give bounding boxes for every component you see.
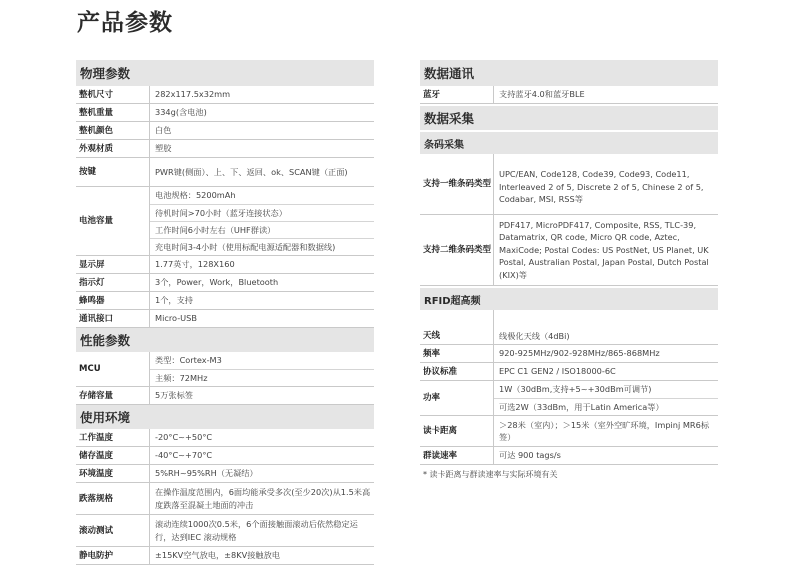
spec-key: 整机重量 — [76, 104, 150, 121]
spec-row — [76, 158, 374, 187]
spec-row — [420, 154, 718, 215]
spec-row — [76, 465, 374, 483]
spec-row — [420, 86, 718, 104]
spec-key: 静电防护 — [76, 547, 150, 564]
spec-row — [76, 274, 374, 292]
spec-key: 指示灯 — [76, 274, 150, 291]
spec-value: PWR键(侧面）、上、下、返回、ok、SCAN键（正面) — [155, 166, 348, 177]
spec-value: 3个，Power，Work，Bluetooth — [155, 277, 279, 288]
spec-key: 整机尺寸 — [76, 86, 150, 103]
footnote: * 读卡距离与群读速率与实际环境有关 — [423, 470, 558, 479]
spec-value: 类型：Cortex-M3 — [155, 355, 222, 366]
spec-row — [76, 352, 374, 387]
section-heading-communication: 数据通讯 — [420, 60, 718, 86]
spec-key: MCU — [76, 352, 150, 386]
spec-value: 滚动连续1000次0.5米，6个面接触面滚动后依然稳定运行，达到IEC 滚动规格 — [155, 519, 358, 542]
spec-key: 电池容量 — [76, 187, 150, 255]
spec-row — [76, 292, 374, 310]
spec-key: 工作温度 — [76, 429, 150, 446]
spec-key: 通讯接口 — [76, 310, 150, 327]
spec-row — [76, 86, 374, 104]
left-spec-column — [76, 60, 374, 565]
spec-key: 支持二维条码类型 — [420, 215, 494, 285]
spec-key: 外观材质 — [76, 140, 150, 157]
spec-value: 在操作温度范围内，6面均能承受多次(至少20次)从1.5米高度跌落至混凝土地面的冲击 — [155, 487, 371, 510]
spec-key: 显示屏 — [76, 256, 150, 273]
spec-value: 工作时间6小时左右（UHF群读） — [150, 221, 374, 238]
spec-value: 电池规格：5200mAh — [155, 190, 236, 201]
spec-key: 整机颜色 — [76, 122, 150, 139]
spec-value: ±15KV空气放电，±8KV接触放电 — [155, 550, 280, 561]
section-heading-performance: 性能参数 — [76, 328, 374, 352]
spec-value: 1.77英寸，128X160 — [155, 259, 235, 270]
spec-value: -40°C~+70°C — [155, 450, 213, 461]
spec-value: 5%RH~95%RH（无凝结） — [155, 468, 258, 479]
spec-value: 可选2W（33dBm，用于Latin America等） — [494, 398, 718, 415]
spec-value: Micro-USB — [155, 313, 197, 324]
spec-row — [420, 416, 718, 447]
spec-key: 蓝牙 — [420, 86, 494, 103]
spec-value: 5万张标签 — [155, 390, 193, 401]
spec-row — [76, 122, 374, 140]
section-heading-environment: 使用环境 — [76, 405, 374, 429]
spec-key: 蜂鸣器 — [76, 292, 150, 309]
spec-row — [420, 215, 718, 286]
spec-row — [420, 345, 718, 363]
spec-row — [76, 547, 374, 565]
spec-row — [76, 483, 374, 515]
spec-row — [76, 387, 374, 405]
spec-key: 环境温度 — [76, 465, 150, 482]
spec-value: ＞28米（室内）；＞15米（室外空旷环境，Impinj MR6标签） — [499, 419, 710, 442]
spec-row — [420, 447, 718, 465]
spec-row — [76, 256, 374, 274]
spec-value: 待机时间>70小时（蓝牙连接状态） — [150, 204, 374, 221]
page-title: 产品参数 — [77, 10, 173, 36]
spec-value: 支持蓝牙4.0和蓝牙BLE — [499, 89, 585, 100]
spec-key: 天线 — [420, 310, 494, 344]
spec-row — [76, 515, 374, 547]
spec-value: -20°C~+50°C — [155, 432, 213, 443]
spec-row — [420, 363, 718, 381]
spec-value: 塑胶 — [155, 143, 172, 154]
section-heading-barcode: 条码采集 — [420, 132, 718, 154]
spec-row — [76, 447, 374, 465]
spec-key: 功率 — [420, 381, 494, 415]
spec-row — [76, 429, 374, 447]
spec-key: 频率 — [420, 345, 494, 362]
section-heading-data-collection: 数据采集 — [420, 106, 718, 130]
spec-row — [420, 381, 718, 416]
section-heading-physical: 物理参数 — [76, 60, 374, 86]
spec-key: 储存温度 — [76, 447, 150, 464]
spec-key: 按键 — [76, 158, 150, 186]
spec-key: 群读速率 — [420, 447, 494, 464]
spec-value: 充电时间3-4小时（使用标配电源适配器和数据线) — [150, 238, 374, 255]
spec-value: 1W（30dBm,支持+5~+30dBm可调节) — [499, 384, 652, 395]
spec-row — [76, 187, 374, 256]
spec-value: 白色 — [155, 125, 172, 136]
spec-key: 读卡距离 — [420, 416, 494, 446]
spec-value: 282x117.5x32mm — [155, 89, 231, 100]
spec-value: 可达 900 tags/s — [499, 450, 561, 461]
spec-key: 跌落规格 — [76, 483, 150, 514]
spec-key: 支持一维条码类型 — [420, 154, 494, 214]
spec-value: 线极化天线（4dBi) — [499, 330, 570, 341]
spec-value: 334g(含电池) — [155, 107, 207, 118]
spec-value: EPC C1 GEN2 / ISO18000-6C — [499, 366, 616, 377]
spec-value: 主频：72MHz — [150, 369, 374, 386]
spec-key: 滚动测试 — [76, 515, 150, 546]
section-heading-rfid: RFID超高频 — [420, 288, 718, 310]
spec-row — [76, 310, 374, 328]
spec-value: 920-925MHz/902-928MHz/865-868MHz — [499, 348, 660, 359]
spec-value: UPC/EAN, Code128, Code39, Code93, Code11, Interleaved 2 of 5, Discrete 2 of 5, Chinese 2 of 5, Codabar, MSI, RSS等 — [499, 169, 704, 204]
spec-value: PDF417, MicroPDF417, Composite, RSS, TLC-39, Datamatrix, QR code, Micro QR code, Aztec, MaxiCode; Postal Codes: US PostNet, US Planet, UK Postal, Australian Postal, Japan Postal, Dutch Postal (KIX)等 — [499, 219, 709, 280]
spec-key: 存储容量 — [76, 387, 150, 404]
spec-key: 协议标准 — [420, 363, 494, 380]
spec-row — [76, 104, 374, 122]
spec-value: 1个，支持 — [155, 295, 193, 306]
spec-row — [420, 310, 718, 345]
right-spec-column — [420, 60, 718, 480]
spec-row — [76, 140, 374, 158]
